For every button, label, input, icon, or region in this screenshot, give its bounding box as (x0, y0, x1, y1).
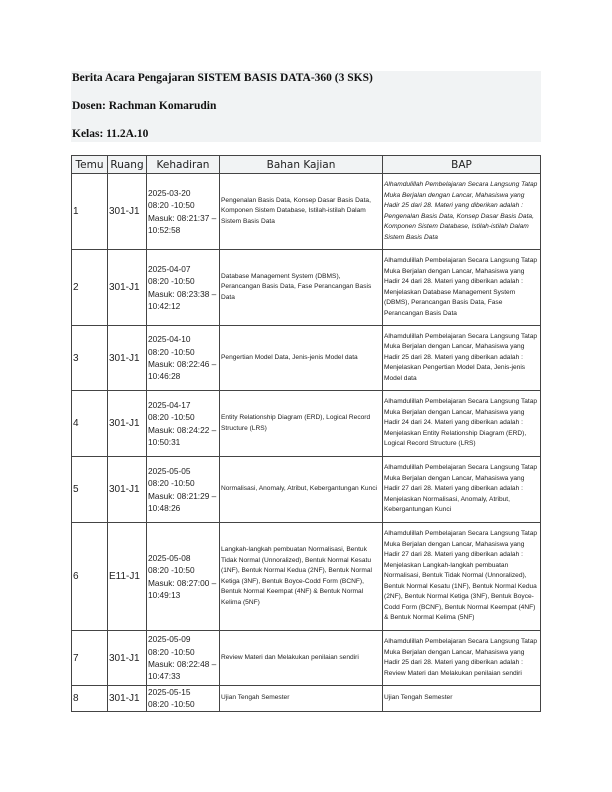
cell-kehadiran (147, 250, 220, 326)
cell-ruang: 301-J1 (108, 326, 147, 391)
cell-temu: 6 (72, 523, 108, 631)
cell-temu: 4 (72, 391, 108, 457)
table-row (72, 174, 541, 250)
attendance-checkout: 10:47:33 (148, 671, 181, 682)
attendance-date: 2025-04-10 (148, 334, 191, 345)
attendance-checkin: Masuk: 08:23:38 – (148, 288, 217, 299)
cell-kehadiran (147, 686, 220, 712)
cell-temu: 1 (72, 174, 108, 250)
attendance-checkin: Masuk: 08:21:29 – (148, 490, 217, 501)
table-row (72, 457, 541, 523)
cell-bap: Alhamdulillah Pembelajaran Secara Langsung Tatap Muka Berjalan dengan Lancar, Mahasiswa yang Hadir 25 dari 28. Materi yang diberikan adalah : Review Materi dan Melakukan penilaian sendiri (383, 631, 541, 686)
attendance-checkin: Masuk: 08:24:22 – (148, 424, 217, 435)
table-header-row (72, 156, 541, 174)
attendance-checkin: Masuk: 08:27:00 – (148, 577, 217, 588)
cell-bahan-kajian: Database Management System (DBMS), Perancangan Basis Data, Fase Perancangan Basis Data (220, 250, 383, 326)
teaching-record-table (71, 155, 541, 712)
attendance-checkout: 10:49:13 (148, 589, 181, 600)
attendance-checkin: Masuk: 08:22:46 – (148, 359, 217, 369)
cell-bahan-kajian: Langkah-langkah pembuatan Normalisasi, Bentuk Tidak Normal (Unnoralized), Bentuk Normal Kesatu (1NF), Bentuk Normal Kedua (2NF), Bentuk Normal Ketiga (3NF), Bentuk Boyce-Codd Form (BCNF), Bentuk Normal Keempat (4NF) & Bentuk Normal Kelima (5NF) (220, 523, 383, 631)
cell-ruang: 301-J1 (108, 686, 147, 712)
cell-ruang: 301-J1 (108, 391, 147, 457)
table-row (72, 686, 541, 712)
cell-kehadiran (147, 326, 220, 391)
cell-bahan-kajian: Pengertian Model Data, Jenis-jenis Model data (220, 326, 383, 391)
cell-kehadiran (147, 523, 220, 631)
column-header-bahan-kajian: Bahan Kajian (220, 156, 383, 174)
column-header-temu: Temu (72, 156, 108, 174)
cell-bap: Alhamdulillah Pembelajaran Secara Langsung Tatap Muka Berjalan dengan Lancar, Mahasiswa yang Hadir 27 dari 28. Materi yang diberikan adalah : Menjelaskan Langkah-langkah pembuatan Normalisasi, Bentuk Tidak Normal (Unnoralized), Bentuk Normal Kesatu (1NF), Bentuk Normal Kedua (2NF), Bentuk Normal Ketiga (3NF), Bentuk Boyce-Codd Form (BCNF), Bentuk Normal Keempat (4NF) & Bentuk Normal Kelima (5NF) (383, 523, 541, 631)
class-name: Kelas: 11.2A.10 (72, 128, 149, 140)
attendance-date: 2025-04-17 (148, 399, 191, 410)
cell-temu: 7 (72, 631, 108, 686)
cell-ruang: 301-J1 (108, 631, 147, 686)
attendance-date: 2025-03-20 (148, 187, 191, 198)
attendance-schedule: 08:20 -10:50 (148, 565, 195, 576)
table-row (72, 391, 541, 457)
cell-bap: Alhamdulillah Pembelajaran Secara Langsung Tatap Muka Berjalan dengan Lancar, Mahasiswa yang Hadir 24 dari 28. Materi yang diberikan adalah : Menjelaskan Database Management System (DBMS), Perancangan Basis Data, Fase Perancangan Basis Data (383, 250, 541, 326)
cell-bahan-kajian: Pengenalan Basis Data, Konsep Dasar Basis Data, Komponen Sistem Database, Istilah-istilah Dalam Sistem Basis Data (220, 174, 383, 250)
attendance-schedule: 08:20 -10:50 (148, 200, 195, 211)
table-row (72, 523, 541, 631)
table-row (72, 250, 541, 326)
attendance-schedule: 08:20 -10:50 (148, 346, 195, 357)
cell-ruang: 301-J1 (108, 250, 147, 326)
cell-temu: 3 (72, 326, 108, 391)
lecturer-name: Dosen: Rachman Komarudin (72, 100, 217, 112)
cell-kehadiran (147, 174, 220, 250)
attendance-schedule: 08:20 -10:50 (148, 276, 195, 287)
cell-ruang: 301-J1 (108, 457, 147, 523)
cell-temu: 2 (72, 250, 108, 326)
attendance-checkout: 10:48:26 (148, 502, 181, 513)
attendance-schedule: 08:20 -10:50 (148, 699, 195, 710)
attendance-date: 2025-05-05 (148, 465, 191, 476)
cell-ruang: 301-J1 (108, 174, 147, 250)
cell-bap: Ujian Tengah Semester (383, 686, 541, 712)
attendance-date: 2025-05-15 (148, 687, 191, 697)
cell-bap: Alhamdulillah Pembelajaran Secara Langsung Tatap Muka Berjalan dengan Lancar, Mahasiswa yang Hadir 27 dari 28. Materi yang diberikan adalah : Menjelaskan Normalisasi, Anomaly, Atribut, Kebergantungan Kunci (383, 457, 541, 523)
attendance-checkin: Masuk: 08:21:37 – (148, 212, 217, 223)
cell-bap: Alhamdulillah Pembelajaran Secara Langsung Tatap Muka Berjalan dengan Lancar, Mahasiswa yang Hadir 25 dari 28. Materi yang diberikan adalah : Menjelaskan Pengertian Model Data, Jenis-jenis Model data (383, 326, 541, 391)
table-row (72, 631, 541, 686)
attendance-date: 2025-04-07 (148, 263, 191, 274)
cell-ruang: E11-J1 (108, 523, 147, 631)
column-header-ruang: Ruang (108, 156, 147, 174)
cell-bap: Alhamdulillah Pembelajaran Secara Langsung Tatap Muka Berjalan dengan Lancar, Mahasiswa yang Hadir 24 dari 24. Materi yang diberikan adalah : Menjelaskan Entity Relationship Diagram (ERD), Logical Record Structure (LRS) (383, 391, 541, 457)
attendance-checkin: Masuk: 08:22:48 – (148, 659, 217, 669)
attendance-checkout: 10:50:31 (148, 436, 181, 447)
cell-bahan-kajian: Review Materi dan Melakukan penilaian sendiri (220, 631, 383, 686)
cell-bahan-kajian: Normalisasi, Anomaly, Atribut, Kebergantungan Kunci (220, 457, 383, 523)
attendance-schedule: 08:20 -10:50 (148, 646, 195, 657)
attendance-date: 2025-05-09 (148, 634, 191, 645)
cell-kehadiran (147, 391, 220, 457)
cell-bap: Alhamdulillah Pembelajaran Secara Langsung Tatap Muka Berjalan dengan Lancar, Mahasiswa yang Hadir 25 dari 28. Materi yang diberikan adalah : Pengenalan Basis Data, Konsep Dasar Basis Data, Komponen Sistem Database, Istilah-istilah Dalam Sistem Basis Data (383, 174, 541, 250)
cell-temu: 5 (72, 457, 108, 523)
attendance-schedule: 08:20 -10:50 (148, 478, 195, 489)
attendance-checkout: 10:42:12 (148, 300, 181, 311)
cell-kehadiran (147, 631, 220, 686)
attendance-date: 2025-05-08 (148, 552, 191, 563)
column-header-bap: BAP (383, 156, 541, 174)
document-title: Berita Acara Pengajaran SISTEM BASIS DATA-360 (3 SKS) (72, 72, 373, 84)
cell-temu: 8 (72, 686, 108, 712)
attendance-checkout: 10:46:28 (148, 371, 181, 382)
column-header-kehadiran: Kehadiran (147, 156, 220, 174)
table-row (72, 326, 541, 391)
cell-bahan-kajian: Entity Relationship Diagram (ERD), Logical Record Structure (LRS) (220, 391, 383, 457)
cell-kehadiran (147, 457, 220, 523)
attendance-checkout: 10:52:58 (148, 224, 181, 235)
cell-bahan-kajian: Ujian Tengah Semester (220, 686, 383, 712)
attendance-schedule: 08:20 -10:50 (148, 412, 195, 423)
